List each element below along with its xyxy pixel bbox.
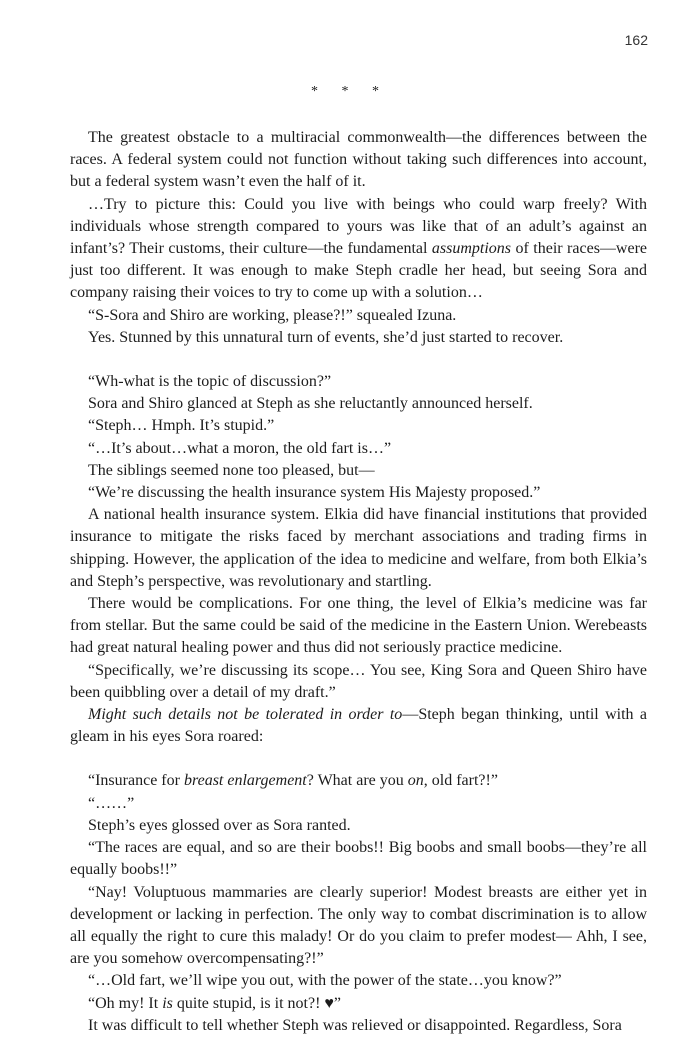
text-run: A national health insurance system. Elkia did have financial institutions that provided insurance to mitigate the risks faced by merchant associations and trading firms in shipping. However, the application of the idea to medicine and welfare, from both Elkia’s and Steph’s perspective, was revolutionary and startling. [70, 506, 647, 590]
paragraph [70, 127, 647, 194]
emphasis-text: on [407, 772, 424, 790]
text-run: , old fart?!” [423, 772, 498, 790]
body-text [70, 127, 647, 1037]
paragraph [70, 837, 647, 881]
text-run: “…It’s about…what a moron, the old fart is…” [88, 439, 392, 457]
text-run: “The races are equal, and so are their boobs!! Big boobs and small boobs—they’re all equally boobs!!” [70, 839, 647, 879]
text-run: ? What are you [306, 772, 408, 790]
paragraph [70, 415, 647, 437]
paragraph [70, 704, 647, 748]
paragraph [70, 1015, 647, 1037]
paragraph [70, 815, 647, 837]
text-run: “Nay! Voluptuous mammaries are clearly superior! Modest breasts are either yet in development or lacking in perfection. The only way to combat discrimination is to allow all equally the right to cure this malady! Or do you claim to prefer modest— Ahh, I see, are you somehow overcompensating?!” [70, 883, 647, 968]
text-run: —Steph began thinking, until with a gleam in his eyes Sora roared: [70, 706, 648, 746]
text-run: “Wh-what is the topic of discussion?” [88, 373, 332, 391]
paragraph [70, 504, 647, 593]
text-run: “……” [88, 794, 135, 812]
text-run: There would be complications. For one thing, the level of Elkia’s medicine was far from stellar. But the same could be said of the medicine in the Eastern Union. Werebeasts had great natural healing power and thus did not seriously practice medicine. [70, 595, 647, 657]
text-run: …Try to picture this: Could you live with beings who could warp freely? With individuals whose strength compared to yours was like that of an adult’s against an infant’s? Their customs, their culture—the fundamental [70, 195, 647, 258]
paragraph [70, 482, 647, 504]
emphasis-text: is [162, 994, 173, 1012]
page-number: 162 [624, 32, 648, 48]
paragraph [70, 882, 647, 971]
paragraph [70, 593, 647, 660]
text-run: Steph’s eyes glossed over as Sora ranted. [88, 816, 351, 834]
emphasis-text: breast enlargement [183, 772, 307, 790]
text-run: It was difficult to tell whether Steph was relieved or disappointed. Regardless, Sora [88, 1016, 622, 1034]
scene-break: * * * [311, 84, 389, 99]
text-run: “Oh my! It [88, 994, 163, 1012]
text-run: “S-Sora and Shiro are working, please?!” squealed Izuna. [88, 306, 457, 324]
paragraph [70, 970, 647, 992]
paragraph [70, 460, 647, 482]
paragraph [70, 393, 647, 415]
text-run: “…Old fart, we’ll wipe you out, with the power of the state…you know?” [88, 972, 562, 990]
paragraph [70, 793, 647, 815]
text-run: Yes. Stunned by this unnatural turn of events, she’d just started to recover. [88, 328, 564, 346]
section-gap [70, 748, 647, 770]
text-run: The greatest obstacle to a multiracial commonwealth—the differences between the races. A federal system could not function without taking such differences into account, but a federal system wasn’t even the half of it. [70, 129, 647, 191]
paragraph [70, 770, 647, 792]
text-run: “We’re discussing the health insurance system His Majesty proposed.” [88, 484, 541, 502]
section-gap [70, 349, 647, 371]
text-run: The siblings seemed none too pleased, but— [88, 461, 375, 479]
paragraph [70, 438, 647, 460]
paragraph [70, 660, 647, 704]
paragraph [70, 993, 647, 1015]
text-run: “Steph… Hmph. It’s stupid.” [88, 417, 275, 435]
text-run: quite stupid, is it not?! ♥” [172, 994, 342, 1012]
paragraph [70, 371, 647, 393]
paragraph [70, 194, 647, 305]
paragraph [70, 327, 647, 349]
emphasis-text: Might such details not be tolerated in order to [88, 706, 403, 724]
text-run: “Specifically, we’re discussing its scope… You see, King Sora and Queen Shiro have been quibbling over a detail of my draft.” [70, 661, 647, 701]
text-run: “Insurance for [88, 772, 184, 790]
paragraph [70, 305, 647, 327]
text-run: Sora and Shiro glanced at Steph as she reluctantly announced herself. [88, 395, 533, 413]
emphasis-text: assumptions [431, 240, 512, 258]
text-run: of their races—were just too different. It was enough to make Steph cradle her head, but seeing Sora and company raising their voices to try to come up with a solution… [70, 240, 648, 302]
